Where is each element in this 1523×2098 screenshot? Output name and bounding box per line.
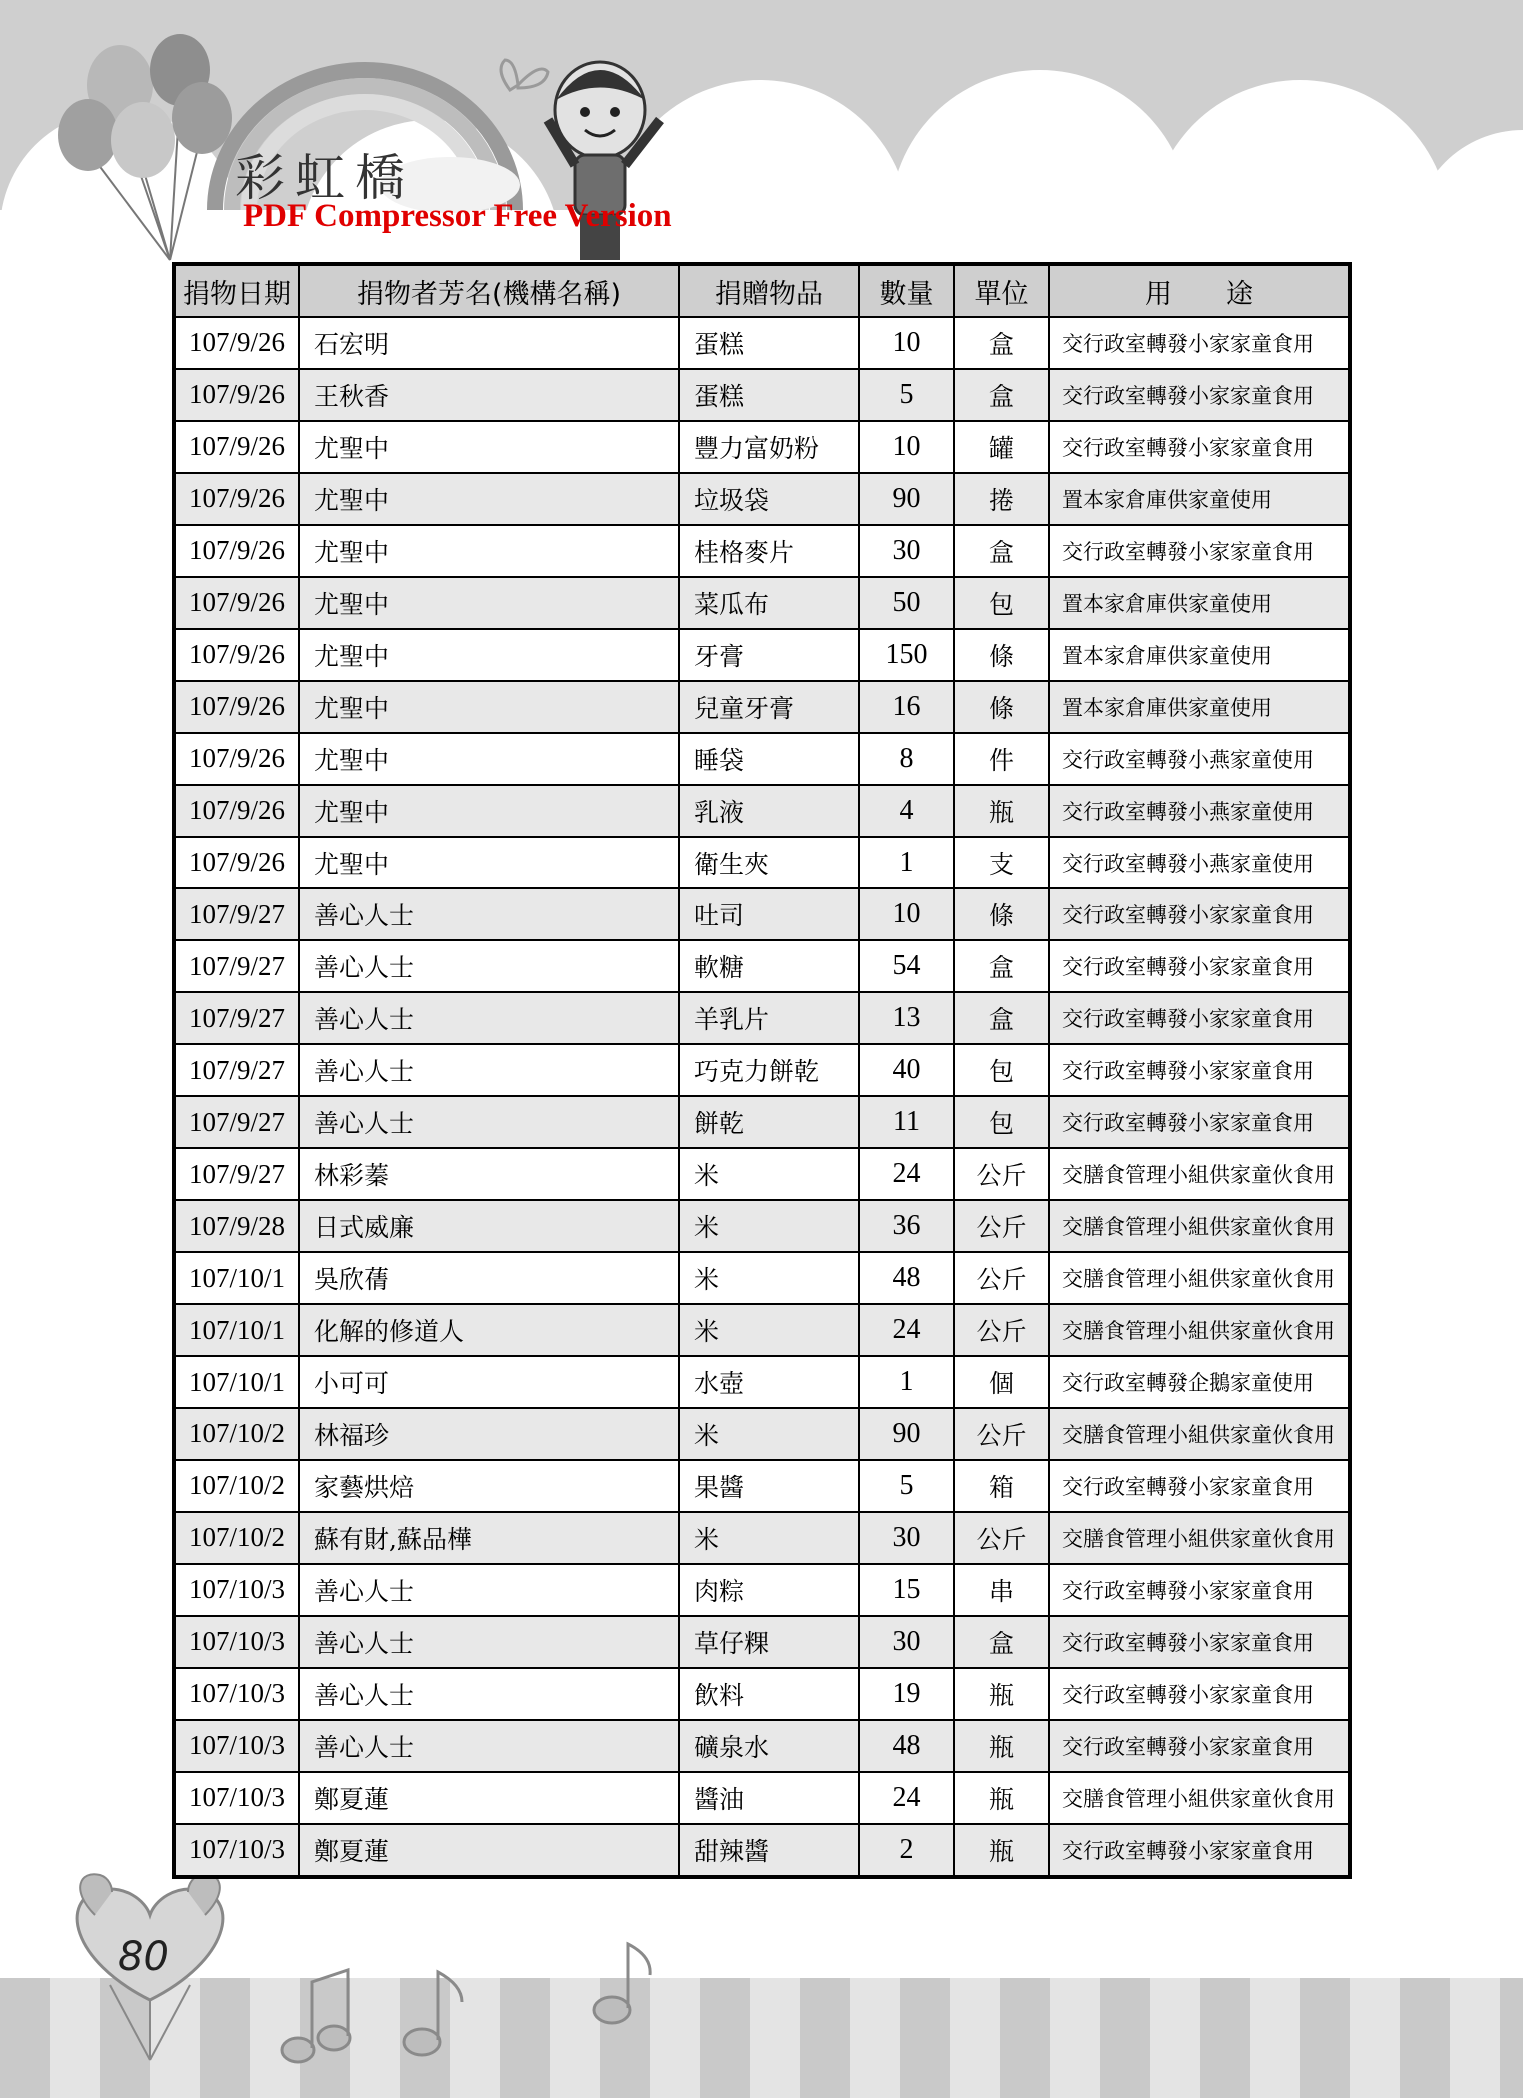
table-row — [174, 1148, 1350, 1200]
table-row — [174, 1668, 1350, 1720]
table-body — [174, 317, 1350, 1877]
table-row — [174, 1252, 1350, 1304]
cell-date: 107/9/26 — [174, 369, 299, 421]
cell-quantity: 24 — [859, 1304, 954, 1356]
table-row — [174, 1096, 1350, 1148]
table-row — [174, 837, 1350, 889]
cell-unit: 瓶 — [954, 1772, 1049, 1824]
cell-usage: 交行政室轉發小燕家童使用 — [1049, 837, 1350, 889]
cell-usage: 交膳食管理小組供家童伙食用 — [1049, 1772, 1350, 1824]
cell-item: 餅乾 — [679, 1096, 859, 1148]
cell-date: 107/9/26 — [174, 837, 299, 889]
cell-unit: 包 — [954, 1044, 1049, 1096]
cell-date: 107/9/26 — [174, 629, 299, 681]
cell-item: 米 — [679, 1200, 859, 1252]
cell-quantity: 2 — [859, 1824, 954, 1877]
table-row — [174, 1512, 1350, 1564]
table-row — [174, 525, 1350, 577]
cell-date: 107/9/26 — [174, 317, 299, 369]
cell-usage: 交膳食管理小組供家童伙食用 — [1049, 1200, 1350, 1252]
column-header-usage: 用 途 — [1049, 264, 1350, 317]
cell-usage: 置本家倉庫供家童使用 — [1049, 629, 1350, 681]
column-header-unit: 單位 — [954, 264, 1049, 317]
cell-donor: 善心人士 — [299, 1720, 679, 1772]
column-header-date: 捐物日期 — [174, 264, 299, 317]
cell-item: 甜辣醬 — [679, 1824, 859, 1877]
cell-quantity: 19 — [859, 1668, 954, 1720]
cell-donor: 善心人士 — [299, 1044, 679, 1096]
cell-unit: 串 — [954, 1564, 1049, 1616]
cell-date: 107/10/3 — [174, 1564, 299, 1616]
cell-donor: 家藝烘焙 — [299, 1460, 679, 1512]
cell-item: 桂格麥片 — [679, 525, 859, 577]
cell-item: 水壺 — [679, 1356, 859, 1408]
cell-item: 乳液 — [679, 785, 859, 837]
cell-donor: 尤聖中 — [299, 577, 679, 629]
cell-donor: 尤聖中 — [299, 525, 679, 577]
cell-donor: 善心人士 — [299, 1668, 679, 1720]
cell-unit: 公斤 — [954, 1148, 1049, 1200]
table-row — [174, 1616, 1350, 1668]
cell-donor: 石宏明 — [299, 317, 679, 369]
cell-date: 107/10/3 — [174, 1668, 299, 1720]
cell-usage: 交行政室轉發小家家童食用 — [1049, 369, 1350, 421]
cell-donor: 尤聖中 — [299, 733, 679, 785]
cell-quantity: 11 — [859, 1096, 954, 1148]
cell-quantity: 13 — [859, 992, 954, 1044]
cell-unit: 瓶 — [954, 1668, 1049, 1720]
cell-donor: 尤聖中 — [299, 473, 679, 525]
table-header-row — [174, 264, 1350, 317]
cell-quantity: 30 — [859, 1616, 954, 1668]
cell-usage: 交行政室轉發小家家童食用 — [1049, 1044, 1350, 1096]
cell-unit: 盒 — [954, 525, 1049, 577]
column-header-quantity: 數量 — [859, 264, 954, 317]
cell-unit: 件 — [954, 733, 1049, 785]
cell-date: 107/9/26 — [174, 681, 299, 733]
cell-quantity: 10 — [859, 421, 954, 473]
cell-donor: 蘇有財,蘇品樺 — [299, 1512, 679, 1564]
cell-unit: 個 — [954, 1356, 1049, 1408]
cell-quantity: 24 — [859, 1772, 954, 1824]
cell-usage: 交行政室轉發小家家童食用 — [1049, 525, 1350, 577]
cell-unit: 箱 — [954, 1460, 1049, 1512]
cell-date: 107/9/26 — [174, 421, 299, 473]
cell-item: 吐司 — [679, 888, 859, 940]
table-row — [174, 1824, 1350, 1877]
cell-donor: 化解的修道人 — [299, 1304, 679, 1356]
cell-item: 米 — [679, 1148, 859, 1200]
cell-donor: 善心人士 — [299, 940, 679, 992]
table-row — [174, 1304, 1350, 1356]
cell-date: 107/10/2 — [174, 1460, 299, 1512]
table-row — [174, 1408, 1350, 1460]
table-row — [174, 1720, 1350, 1772]
cell-quantity: 10 — [859, 317, 954, 369]
cell-usage: 交行政室轉發小家家童食用 — [1049, 1824, 1350, 1877]
cell-item: 牙膏 — [679, 629, 859, 681]
cell-item: 蛋糕 — [679, 317, 859, 369]
table-row — [174, 940, 1350, 992]
cell-unit: 瓶 — [954, 1720, 1049, 1772]
table-row — [174, 1460, 1350, 1512]
cell-usage: 交行政室轉發小家家童食用 — [1049, 1720, 1350, 1772]
cell-unit: 公斤 — [954, 1512, 1049, 1564]
cell-quantity: 30 — [859, 1512, 954, 1564]
cell-item: 垃圾袋 — [679, 473, 859, 525]
cell-usage: 交行政室轉發小家家童食用 — [1049, 1096, 1350, 1148]
cell-donor: 尤聖中 — [299, 421, 679, 473]
cell-item: 睡袋 — [679, 733, 859, 785]
cell-donor: 鄭夏蓮 — [299, 1772, 679, 1824]
cell-usage: 交膳食管理小組供家童伙食用 — [1049, 1252, 1350, 1304]
cell-date: 107/9/27 — [174, 888, 299, 940]
cell-date: 107/9/26 — [174, 473, 299, 525]
cell-usage: 交膳食管理小組供家童伙食用 — [1049, 1148, 1350, 1200]
cell-donor: 林彩蓁 — [299, 1148, 679, 1200]
cell-unit: 公斤 — [954, 1408, 1049, 1460]
table-row — [174, 785, 1350, 837]
cell-date: 107/10/2 — [174, 1408, 299, 1460]
cell-usage: 交膳食管理小組供家童伙食用 — [1049, 1304, 1350, 1356]
cell-date: 107/9/27 — [174, 1096, 299, 1148]
cell-usage: 交膳食管理小組供家童伙食用 — [1049, 1512, 1350, 1564]
cell-quantity: 1 — [859, 837, 954, 889]
bottom-stripe-band — [0, 1978, 1523, 2098]
cell-usage: 交行政室轉發小家家童食用 — [1049, 1564, 1350, 1616]
cell-quantity: 15 — [859, 1564, 954, 1616]
cell-usage: 交行政室轉發企鵝家童使用 — [1049, 1356, 1350, 1408]
cell-date: 107/10/3 — [174, 1824, 299, 1877]
cell-date: 107/9/26 — [174, 525, 299, 577]
cell-usage: 交行政室轉發小家家童食用 — [1049, 888, 1350, 940]
page-number: 80 — [118, 1934, 169, 1980]
cell-unit: 公斤 — [954, 1200, 1049, 1252]
cell-item: 草仔粿 — [679, 1616, 859, 1668]
cell-quantity: 24 — [859, 1148, 954, 1200]
table-row — [174, 1564, 1350, 1616]
cell-quantity: 8 — [859, 733, 954, 785]
cell-quantity: 150 — [859, 629, 954, 681]
donation-table — [172, 262, 1352, 1879]
cell-item: 果醬 — [679, 1460, 859, 1512]
table-row — [174, 1772, 1350, 1824]
cell-quantity: 48 — [859, 1720, 954, 1772]
cell-item: 羊乳片 — [679, 992, 859, 1044]
cell-quantity: 16 — [859, 681, 954, 733]
cell-unit: 公斤 — [954, 1304, 1049, 1356]
cell-date: 107/10/2 — [174, 1512, 299, 1564]
cell-donor: 善心人士 — [299, 992, 679, 1044]
cell-usage: 交行政室轉發小燕家童使用 — [1049, 785, 1350, 837]
cell-unit: 盒 — [954, 992, 1049, 1044]
table-row — [174, 473, 1350, 525]
cell-date: 107/10/1 — [174, 1252, 299, 1304]
cell-unit: 條 — [954, 629, 1049, 681]
cell-date: 107/9/27 — [174, 992, 299, 1044]
cell-item: 礦泉水 — [679, 1720, 859, 1772]
cell-usage: 交行政室轉發小燕家童使用 — [1049, 733, 1350, 785]
cell-item: 米 — [679, 1304, 859, 1356]
cell-usage: 交行政室轉發小家家童食用 — [1049, 421, 1350, 473]
cell-usage: 置本家倉庫供家童使用 — [1049, 681, 1350, 733]
cell-date: 107/10/3 — [174, 1616, 299, 1668]
cell-quantity: 36 — [859, 1200, 954, 1252]
cell-date: 107/9/27 — [174, 940, 299, 992]
cell-donor: 善心人士 — [299, 1616, 679, 1668]
cell-item: 衛生夾 — [679, 837, 859, 889]
table-row — [174, 317, 1350, 369]
cell-quantity: 48 — [859, 1252, 954, 1304]
cell-item: 軟糖 — [679, 940, 859, 992]
cell-item: 米 — [679, 1512, 859, 1564]
cell-usage: 置本家倉庫供家童使用 — [1049, 577, 1350, 629]
table-row — [174, 629, 1350, 681]
cell-donor: 善心人士 — [299, 1564, 679, 1616]
cell-quantity: 40 — [859, 1044, 954, 1096]
cell-unit: 公斤 — [954, 1252, 1049, 1304]
cell-donor: 小可可 — [299, 1356, 679, 1408]
cell-date: 107/9/27 — [174, 1148, 299, 1200]
cell-unit: 盒 — [954, 940, 1049, 992]
cell-donor: 吳欣蒨 — [299, 1252, 679, 1304]
table-row — [174, 369, 1350, 421]
column-header-donor: 捐物者芳名(機構名稱) — [299, 264, 679, 317]
cell-donor: 善心人士 — [299, 1096, 679, 1148]
table-row — [174, 733, 1350, 785]
cell-item: 豐力富奶粉 — [679, 421, 859, 473]
cell-date: 107/10/1 — [174, 1356, 299, 1408]
cell-donor: 尤聖中 — [299, 837, 679, 889]
cell-item: 米 — [679, 1252, 859, 1304]
cell-quantity: 50 — [859, 577, 954, 629]
table-row — [174, 577, 1350, 629]
cell-item: 巧克力餅乾 — [679, 1044, 859, 1096]
cell-donor: 鄭夏蓮 — [299, 1824, 679, 1877]
cell-unit: 罐 — [954, 421, 1049, 473]
cell-quantity: 30 — [859, 525, 954, 577]
cell-usage: 交行政室轉發小家家童食用 — [1049, 940, 1350, 992]
table-row — [174, 888, 1350, 940]
cell-usage: 交行政室轉發小家家童食用 — [1049, 1616, 1350, 1668]
cell-date: 107/10/1 — [174, 1304, 299, 1356]
cell-item: 兒童牙膏 — [679, 681, 859, 733]
cell-usage: 交行政室轉發小家家童食用 — [1049, 1460, 1350, 1512]
cell-unit: 包 — [954, 1096, 1049, 1148]
cell-unit: 包 — [954, 577, 1049, 629]
cell-unit: 瓶 — [954, 1824, 1049, 1877]
cell-date: 107/9/28 — [174, 1200, 299, 1252]
cell-quantity: 5 — [859, 369, 954, 421]
cell-unit: 瓶 — [954, 785, 1049, 837]
table-row — [174, 1356, 1350, 1408]
table-row — [174, 1044, 1350, 1096]
cell-quantity: 5 — [859, 1460, 954, 1512]
cell-unit: 支 — [954, 837, 1049, 889]
cell-quantity: 4 — [859, 785, 954, 837]
cell-quantity: 1 — [859, 1356, 954, 1408]
column-header-item: 捐贈物品 — [679, 264, 859, 317]
cell-date: 107/9/26 — [174, 577, 299, 629]
cell-donor: 尤聖中 — [299, 785, 679, 837]
cell-donor: 日式威廉 — [299, 1200, 679, 1252]
cell-date: 107/9/26 — [174, 733, 299, 785]
cell-usage: 交膳食管理小組供家童伙食用 — [1049, 1408, 1350, 1460]
cell-unit: 捲 — [954, 473, 1049, 525]
cell-unit: 條 — [954, 681, 1049, 733]
cell-unit: 盒 — [954, 369, 1049, 421]
table-row — [174, 681, 1350, 733]
cell-usage: 交行政室轉發小家家童食用 — [1049, 1668, 1350, 1720]
cell-date: 107/10/3 — [174, 1772, 299, 1824]
cell-unit: 盒 — [954, 1616, 1049, 1668]
cell-usage: 置本家倉庫供家童使用 — [1049, 473, 1350, 525]
cell-usage: 交行政室轉發小家家童食用 — [1049, 317, 1350, 369]
cell-unit: 盒 — [954, 317, 1049, 369]
table-row — [174, 992, 1350, 1044]
cell-donor: 善心人士 — [299, 888, 679, 940]
cell-donor: 尤聖中 — [299, 629, 679, 681]
cell-donor: 林福珍 — [299, 1408, 679, 1460]
cell-item: 米 — [679, 1408, 859, 1460]
cell-item: 肉粽 — [679, 1564, 859, 1616]
cell-quantity: 10 — [859, 888, 954, 940]
cell-quantity: 90 — [859, 473, 954, 525]
cell-item: 飲料 — [679, 1668, 859, 1720]
cell-donor: 尤聖中 — [299, 681, 679, 733]
cell-date: 107/9/26 — [174, 785, 299, 837]
cell-usage: 交行政室轉發小家家童食用 — [1049, 992, 1350, 1044]
table-row — [174, 421, 1350, 473]
cell-date: 107/10/3 — [174, 1720, 299, 1772]
cell-donor: 王秋香 — [299, 369, 679, 421]
cell-quantity: 54 — [859, 940, 954, 992]
page-title: 彩虹橋 — [235, 149, 415, 207]
cell-item: 蛋糕 — [679, 369, 859, 421]
table-row — [174, 1200, 1350, 1252]
cell-date: 107/9/27 — [174, 1044, 299, 1096]
cell-unit: 條 — [954, 888, 1049, 940]
cell-item: 菜瓜布 — [679, 577, 859, 629]
cell-quantity: 90 — [859, 1408, 954, 1460]
watermark-text: PDF Compressor Free Version — [243, 198, 672, 234]
cell-item: 醬油 — [679, 1772, 859, 1824]
